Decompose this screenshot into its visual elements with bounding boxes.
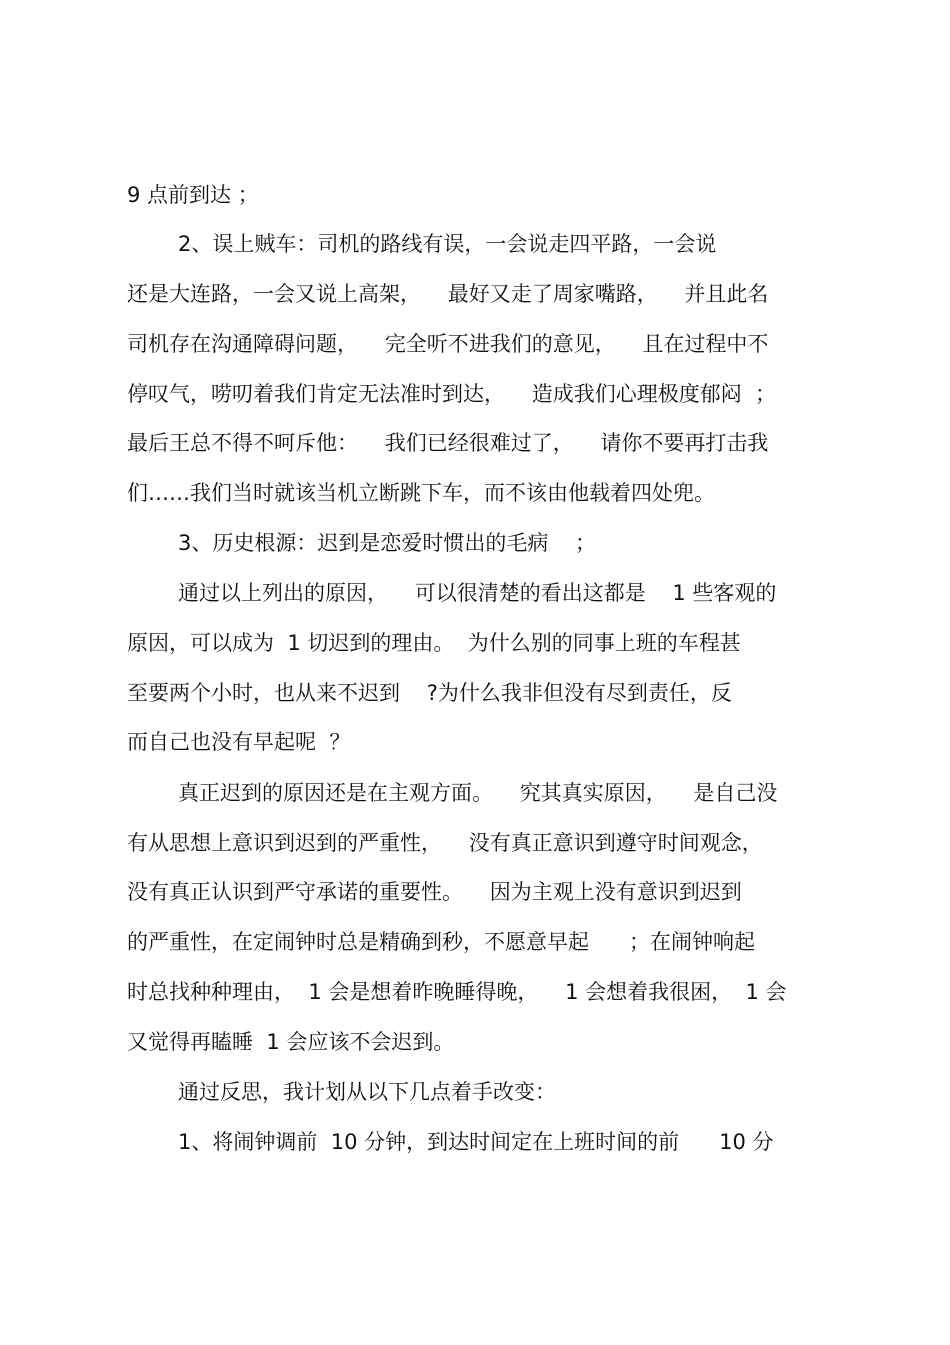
text-line: 们……我们当时就该当机立断跳下车，而不该由他载着四处兜。 bbox=[127, 481, 715, 505]
text-line: 最后王总不得不呵斥他： 我们已经很难过了， 请你不要再打击我 bbox=[127, 431, 769, 455]
text-line: 真正迟到的原因还是在主观方面。 究其真实原因， 是自己没 bbox=[178, 781, 778, 805]
text-line: 原因，可以成为 1 切迟到的理由。 为什么别的同事上班的车程甚 bbox=[127, 631, 741, 655]
text-line: 通过以上列出的原因， 可以很清楚的看出这都是 1 些客观的 bbox=[178, 581, 777, 605]
text-line: 而自己也没有早起呢 ？ bbox=[127, 730, 351, 754]
text-line: 1、将闹钟调前 10 分钟，到达时间定在上班时间的前 10 分 bbox=[178, 1130, 774, 1154]
text-line: 9 点前到达 ； bbox=[127, 183, 259, 207]
text-line: 2、误上贼车：司机的路线有误，一会说走四平路，一会说 bbox=[178, 232, 717, 256]
text-line: 时总找种种理由， 1 会是想着昨晚睡得晚， 1 会想着我很困， 1 会 bbox=[127, 980, 787, 1004]
text-line: 的严重性，在定闹钟时总是精确到秒，不愿意早起 ；在闹钟响起 bbox=[127, 930, 756, 954]
text-line: 有从思想上意识到迟到的严重性， 没有真正意识到遵守时间观念， bbox=[127, 831, 763, 855]
text-line: 停叹气，唠叨着我们肯定无法准时到达， 造成我们心理极度郁闷 ； bbox=[127, 382, 777, 406]
text-line: 司机存在沟通障碍问题， 完全听不进我们的意见， 且在过程中不 bbox=[127, 332, 769, 356]
text-line: 还是大连路，一会又说上高架， 最好又走了周家嘴路， 并且此名 bbox=[127, 282, 769, 306]
text-line: 没有真正认识到严守承诺的重要性。 因为主观上没有意识到迟到 bbox=[127, 880, 742, 904]
text-line: 3、历史根源：迟到是恋爱时惯出的毛病 ； bbox=[178, 531, 597, 555]
text-line: 通过反思，我计划从以下几点着手改变： bbox=[178, 1080, 556, 1104]
text-line: 至要两个小时，也从来不迟到 ?为什么我非但没有尽到责任，反 bbox=[127, 681, 732, 705]
text-line: 又觉得再瞌睡 1 会应该不会迟到。 bbox=[127, 1030, 455, 1054]
